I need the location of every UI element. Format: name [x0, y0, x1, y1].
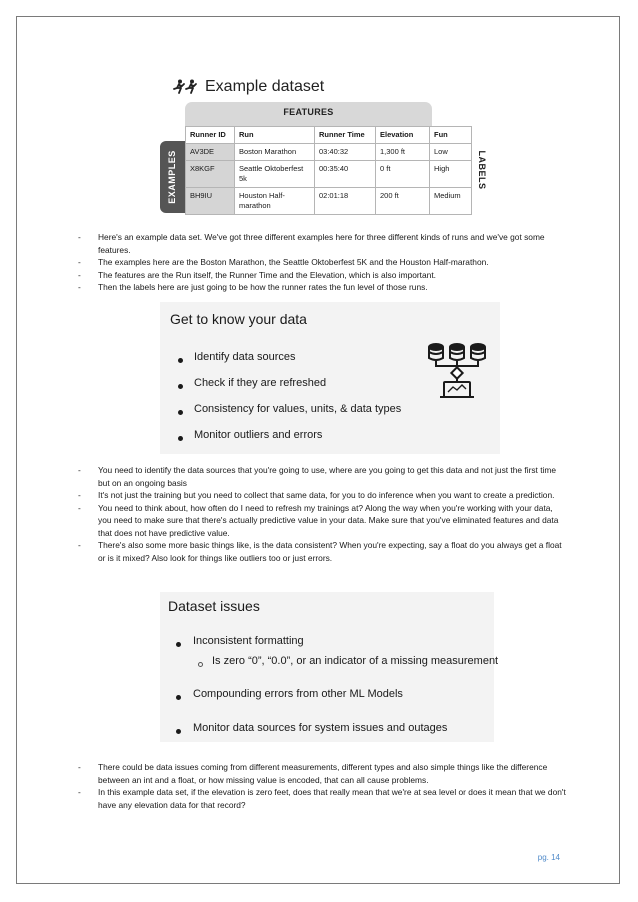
dash-marker: -	[78, 465, 81, 475]
list-item-text: There could be data issues coming from different measurements, different types and also simple things like the difference between an int and a float, or how missing value is encoded, that can all cause problems.	[98, 762, 548, 785]
bullet-list-3	[78, 761, 568, 811]
cell-run: Houston Half-marathon	[235, 188, 315, 215]
runners-icon	[173, 79, 199, 95]
cell-run: Seattle Oktoberfest 5k	[235, 161, 315, 188]
example-dataset-figure	[160, 72, 500, 218]
slide-title: Dataset issues	[168, 598, 260, 614]
cell-runner-id: BH9IU	[186, 188, 235, 215]
list-item	[78, 539, 568, 564]
col-header-elevation: Elevation	[376, 127, 430, 144]
bullet-dot	[178, 436, 183, 441]
list-item-text: Then the labels here are just going to be how the runner rates the fun level of those runs.	[98, 282, 428, 292]
cell-run: Boston Marathon	[235, 144, 315, 161]
list-item-text: In this example data set, if the elevation is zero feet, does that really mean that we're at sea level or does it mean that we don't have any elevation data for that record?	[98, 787, 566, 810]
col-header-run: Run	[235, 127, 315, 144]
col-header-fun: Fun	[430, 127, 472, 144]
bullet-list-2	[78, 464, 568, 564]
examples-label: EXAMPLES	[167, 150, 177, 204]
features-bracket	[185, 102, 432, 126]
list-item	[78, 464, 568, 489]
cell-runner-time: 00:35:40	[315, 161, 376, 188]
slide-sub-item: Is zero “0”, “0.0”, or an indicator of a missing measurement	[212, 655, 499, 667]
dataset-issues-slide	[160, 592, 499, 742]
cell-runner-time: 03:40:32	[315, 144, 376, 161]
cell-runner-id: X8KGF	[186, 161, 235, 188]
list-item-text: Here's an example data set. We've got three different examples here for three different kinds of runs and we've got some features.	[98, 232, 545, 255]
bullet-dot	[178, 384, 183, 389]
cell-elevation: 200 ft	[376, 188, 430, 215]
list-item	[78, 502, 568, 540]
cell-elevation: 0 ft	[376, 161, 430, 188]
col-header-runner-time: Runner Time	[315, 127, 376, 144]
slide-item: Monitor data sources for system issues and outages	[193, 722, 448, 734]
list-item	[78, 761, 568, 786]
slide-item: Inconsistent formatting	[193, 635, 304, 647]
table-row	[186, 144, 472, 161]
bullet-dot	[176, 695, 181, 700]
sub-bullet-circle	[198, 662, 203, 667]
slide-item: Consistency for values, units, & data types	[194, 403, 402, 415]
dash-marker: -	[78, 257, 81, 267]
bullet-list-1	[78, 231, 568, 294]
table-header-row	[186, 127, 472, 144]
dash-marker: -	[78, 269, 81, 280]
list-item-text: It's not just the training but you need to collect that same data, for you to do inference when you want to create a prediction.	[98, 490, 555, 500]
slide-item: Compounding errors from other ML Models	[193, 688, 403, 700]
list-item	[78, 256, 568, 269]
dataset-table	[185, 126, 472, 215]
dash-marker: -	[78, 502, 81, 513]
list-item-text: The examples here are the Boston Marathon, the Seattle Oktoberfest 5K and the Houston Half-marathon.	[98, 257, 489, 267]
list-item	[78, 489, 568, 502]
bullet-dot	[178, 358, 183, 363]
dash-marker: -	[78, 232, 81, 242]
table-row	[186, 161, 472, 188]
list-item	[78, 281, 568, 294]
cell-fun: High	[430, 161, 472, 188]
slide-item: Check if they are refreshed	[194, 377, 327, 389]
slide-title: Get to know your data	[170, 311, 307, 327]
slide-item: Monitor outliers and errors	[194, 429, 323, 441]
list-item	[78, 231, 568, 256]
cell-runner-time: 02:01:18	[315, 188, 376, 215]
list-item	[78, 786, 568, 811]
dash-marker: -	[78, 490, 81, 500]
labels-label: LABELS	[477, 150, 487, 190]
cell-runner-id: AV3DE	[186, 144, 235, 161]
cell-fun: Low	[430, 144, 472, 161]
table-row	[186, 188, 472, 215]
bullet-dot	[176, 729, 181, 734]
figure-title-text: Example dataset	[205, 78, 325, 95]
know-your-data-slide	[160, 302, 500, 454]
page-number: pg. 14	[537, 853, 560, 862]
list-item	[78, 269, 568, 282]
dash-marker: -	[78, 787, 81, 797]
features-label: FEATURES	[283, 107, 334, 117]
bullet-dot	[176, 642, 181, 647]
list-item-text: You need to identify the data sources that you're going to use, where are you going to get this data and not just the first time but on an ongoing basis	[98, 465, 557, 488]
dash-marker: -	[78, 540, 81, 550]
list-item-text: There's also some more basic things like, is the data consistent? When you're expecting, say a float do you always get a float or is it mixed? Also look for things like outliers too or just errors.	[98, 540, 562, 563]
bullet-dot	[178, 410, 183, 415]
figure-title	[173, 77, 324, 97]
data-sources-diagram-icon	[426, 342, 488, 400]
dash-marker: -	[78, 762, 81, 772]
slide-item: Identify data sources	[194, 351, 296, 363]
cell-elevation: 1,300 ft	[376, 144, 430, 161]
list-item-text: The features are the Run itself, the Runner Time and the Elevation, which is also important.	[98, 269, 436, 280]
cell-fun: Medium	[430, 188, 472, 215]
col-header-runner-id: Runner ID	[186, 127, 235, 144]
list-item-text: You need to think about, how often do I need to refresh my trainings at? Along the way when you're working with your data, you need to make sure that there's actually predictive value in your data. Make sure that you've eliminated features and data that does not have predictive value.	[98, 502, 559, 538]
dash-marker: -	[78, 282, 81, 292]
